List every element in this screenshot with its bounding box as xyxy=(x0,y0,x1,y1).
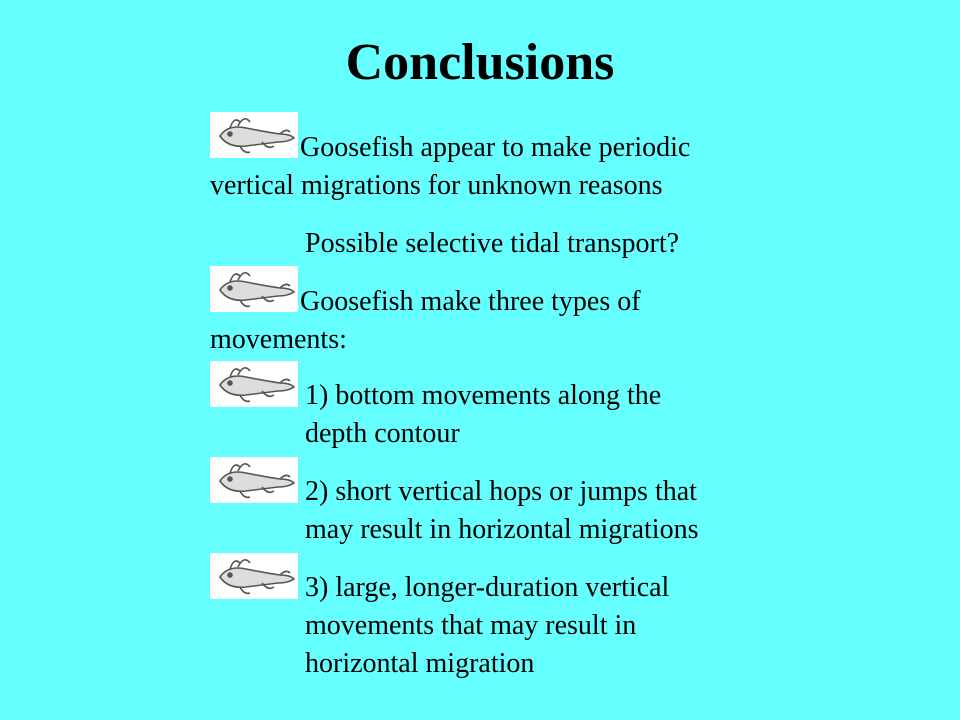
bullet-3-line-2: depth contour xyxy=(305,418,460,449)
sub-bullet-text: Possible selective tidal transport? xyxy=(305,228,680,259)
bullet-3-line-1: 1) bottom movements along the xyxy=(305,380,662,411)
slide-title: Conclusions xyxy=(345,34,615,91)
bullet-5-line-2: movements that may result in xyxy=(305,610,637,641)
bullet-5-line-1: 3) large, longer-duration vertical xyxy=(305,572,670,603)
goosefish-icon xyxy=(210,361,298,407)
goosefish-icon xyxy=(210,457,298,503)
bullet-4-line-2: may result in horizontal migrations xyxy=(305,514,699,545)
goosefish-icon xyxy=(210,553,298,599)
bullet-1-line-2: vertical migrations for unknown reasons xyxy=(210,170,663,201)
bullet-4-line-1: 2) short vertical hops or jumps that xyxy=(305,476,697,507)
bullet-1-line-1: Goosefish appear to make periodic xyxy=(300,132,691,163)
bullet-2-line-1: Goosefish make three types of xyxy=(300,286,641,317)
goosefish-icon xyxy=(210,266,298,312)
bullet-2-line-2: movements: xyxy=(210,324,347,355)
bullet-5-line-3: horizontal migration xyxy=(305,648,535,679)
goosefish-icon xyxy=(210,112,298,158)
